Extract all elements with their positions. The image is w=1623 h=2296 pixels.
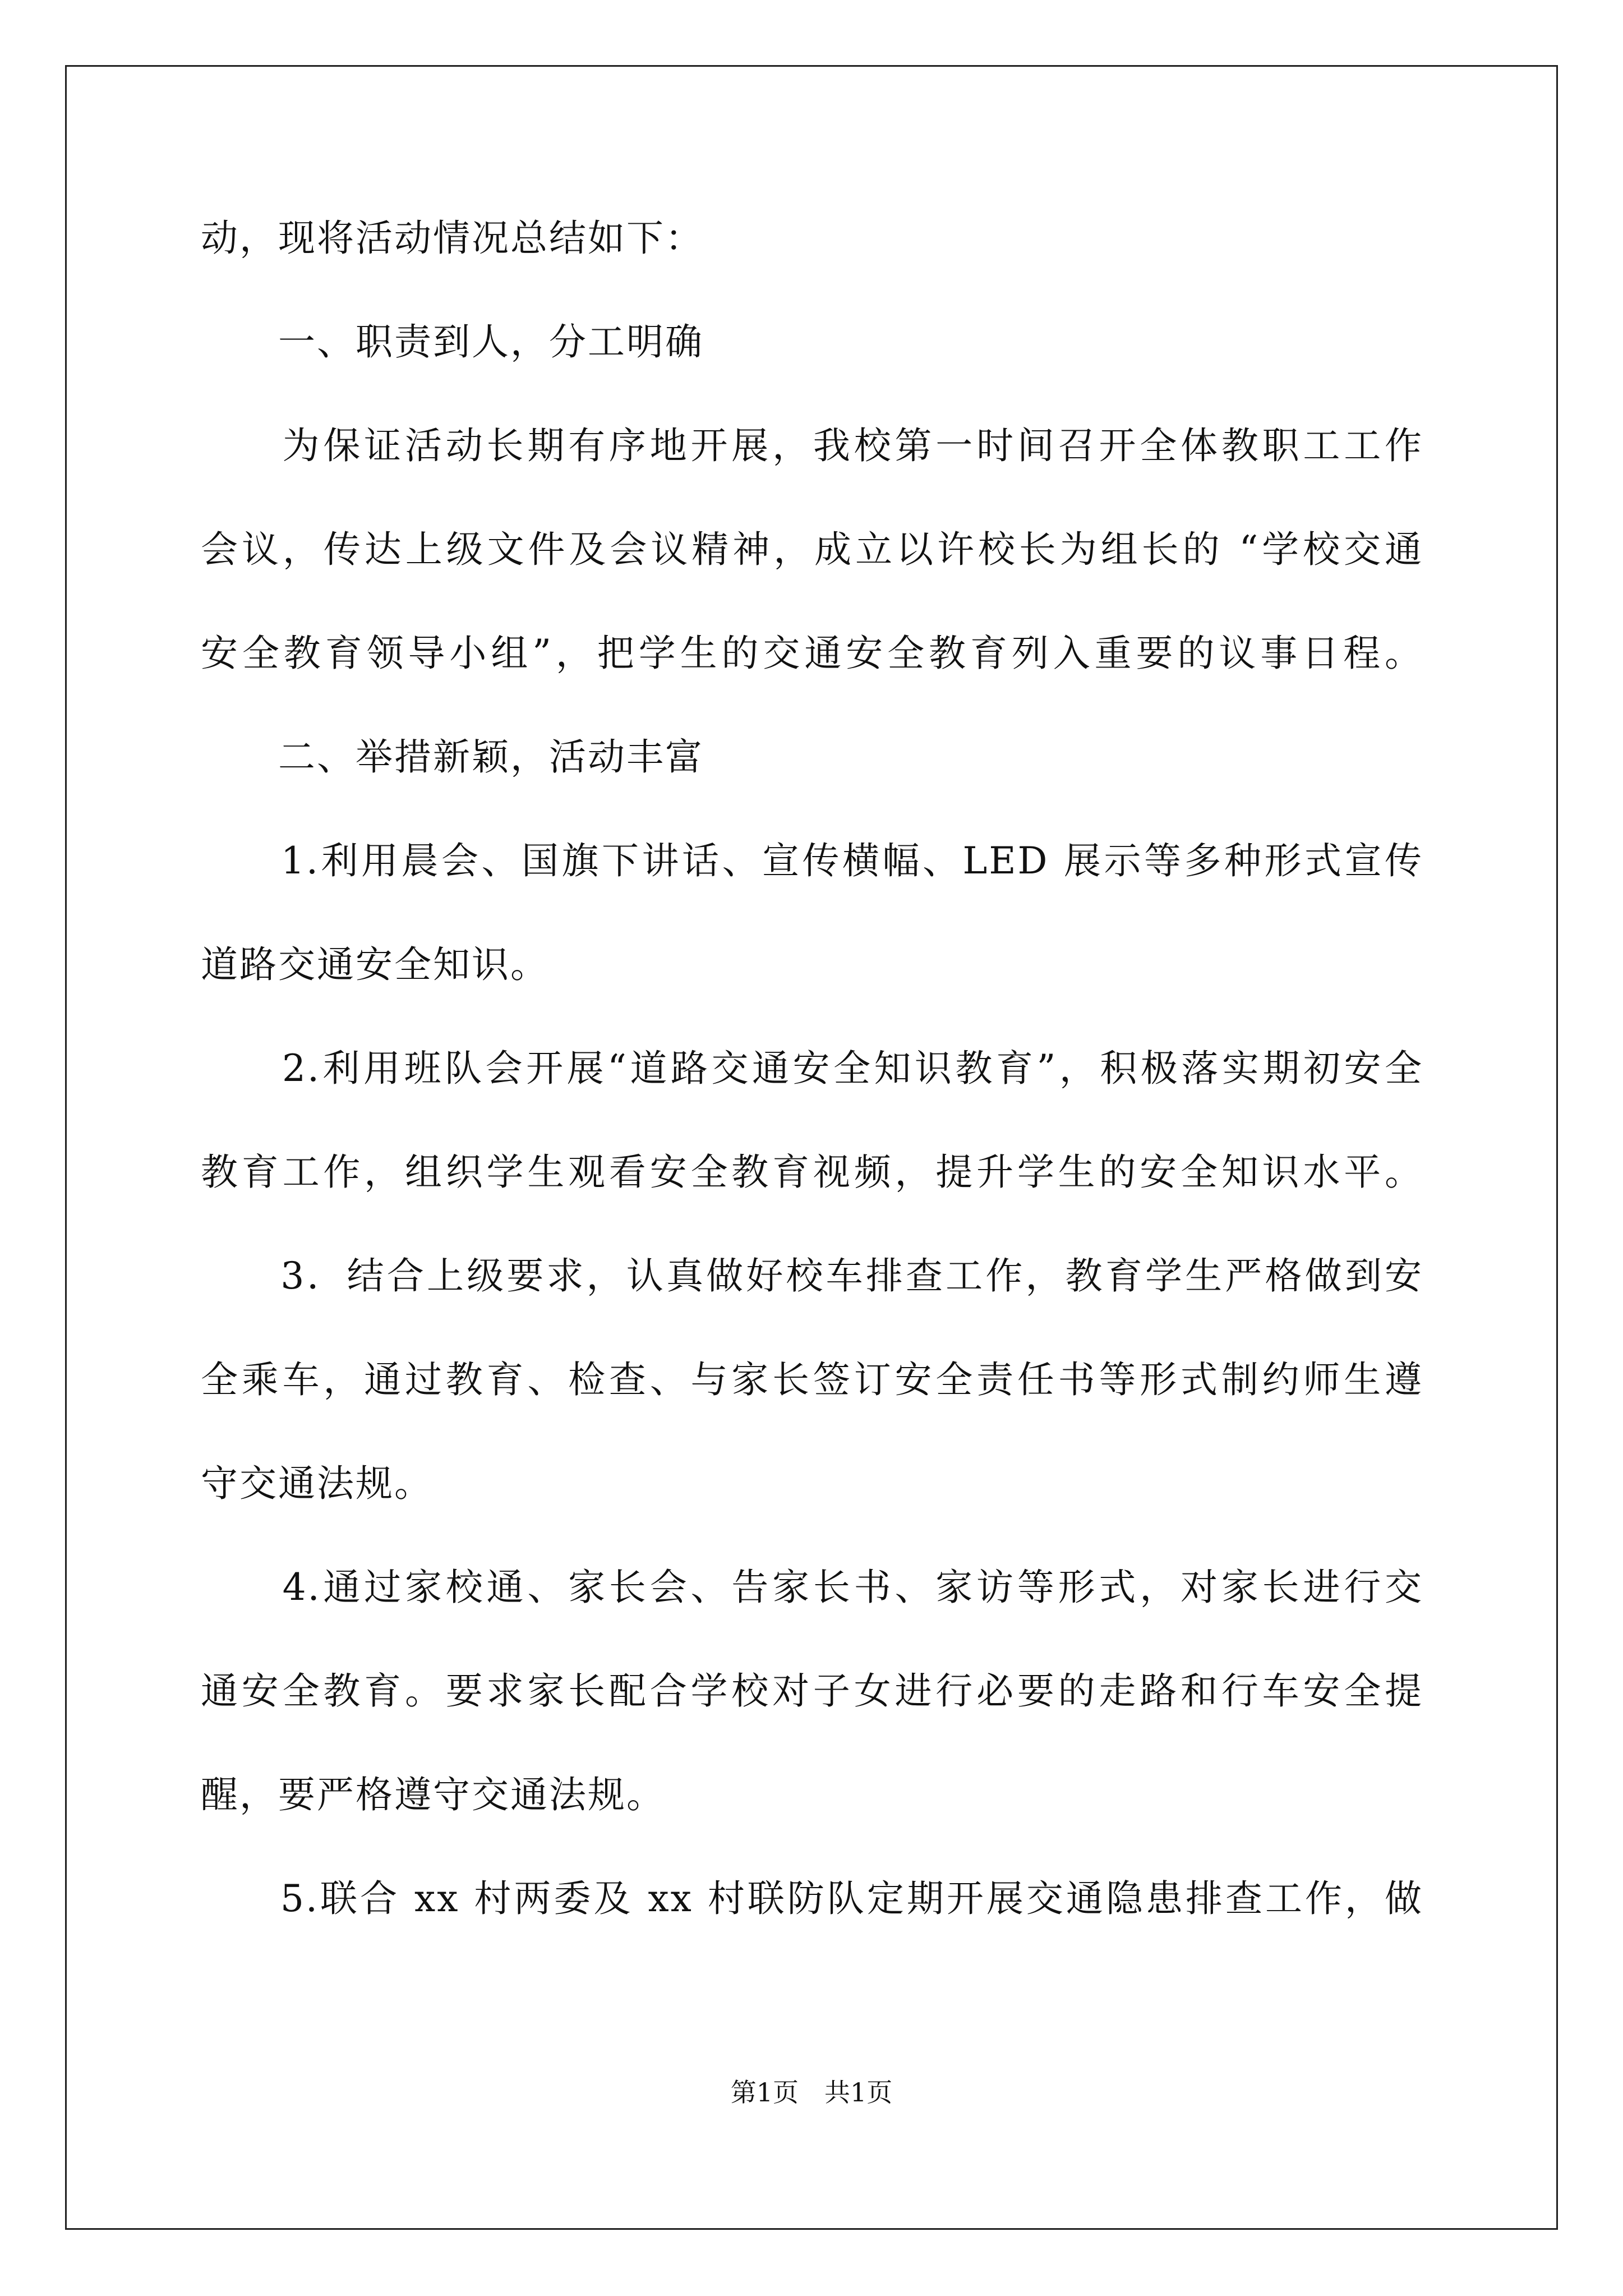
text-line-16: 醒，要严格遵守交通法规。: [201, 1773, 665, 1816]
text-line-7: 1.利用晨会、国旗下讲话、宣传横幅、LED 展示等多种形式宣传: [201, 839, 1423, 882]
text-line-5: 安全教育领导小组”，把学生的交通安全教育列入重要的议事日程。: [201, 632, 1423, 675]
text-line-15: 通安全教育。要求家长配合学校对子女进行必要的走路和行车安全提: [201, 1669, 1423, 1713]
text-line-8: 道路交通安全知识。: [201, 943, 549, 986]
text-line-11: 3．结合上级要求，认真做好校车排查工作，教育学生严格做到安: [201, 1254, 1423, 1297]
text-line-10: 教育工作，组织学生观看安全教育视频，提升学生的安全知识水平。: [201, 1151, 1423, 1194]
text-line-13: 守交通法规。: [201, 1462, 433, 1505]
text-line-4: 会议，传达上级文件及会议精神，成立以许校长为组长的 “学校交通: [201, 528, 1423, 571]
text-line-17: 5.联合 xx 村两委及 xx 村联防队定期开展交通隐患排查工作，做: [201, 1877, 1423, 1920]
text-line-14: 4.通过家校通、家长会、告家长书、家访等形式，对家长进行交: [201, 1566, 1423, 1609]
text-line-2: 一、职责到人，分工明确: [201, 320, 704, 364]
text-line-9: 2.利用班队会开展“道路交通安全知识教育”，积极落实期初安全: [201, 1047, 1423, 1090]
text-line-12: 全乘车，通过教育、检查、与家长签订安全责任书等形式制约师生遵: [201, 1358, 1423, 1401]
text-line-3: 为保证活动长期有序地开展，我校第一时间召开全体教职工工作: [201, 424, 1423, 467]
text-line-1: 动，现将活动情况总结如下：: [201, 217, 704, 260]
page-footer: 第1页 共1页: [730, 2077, 893, 2108]
text-line-6: 二、举措新颖，活动丰富: [201, 735, 704, 779]
